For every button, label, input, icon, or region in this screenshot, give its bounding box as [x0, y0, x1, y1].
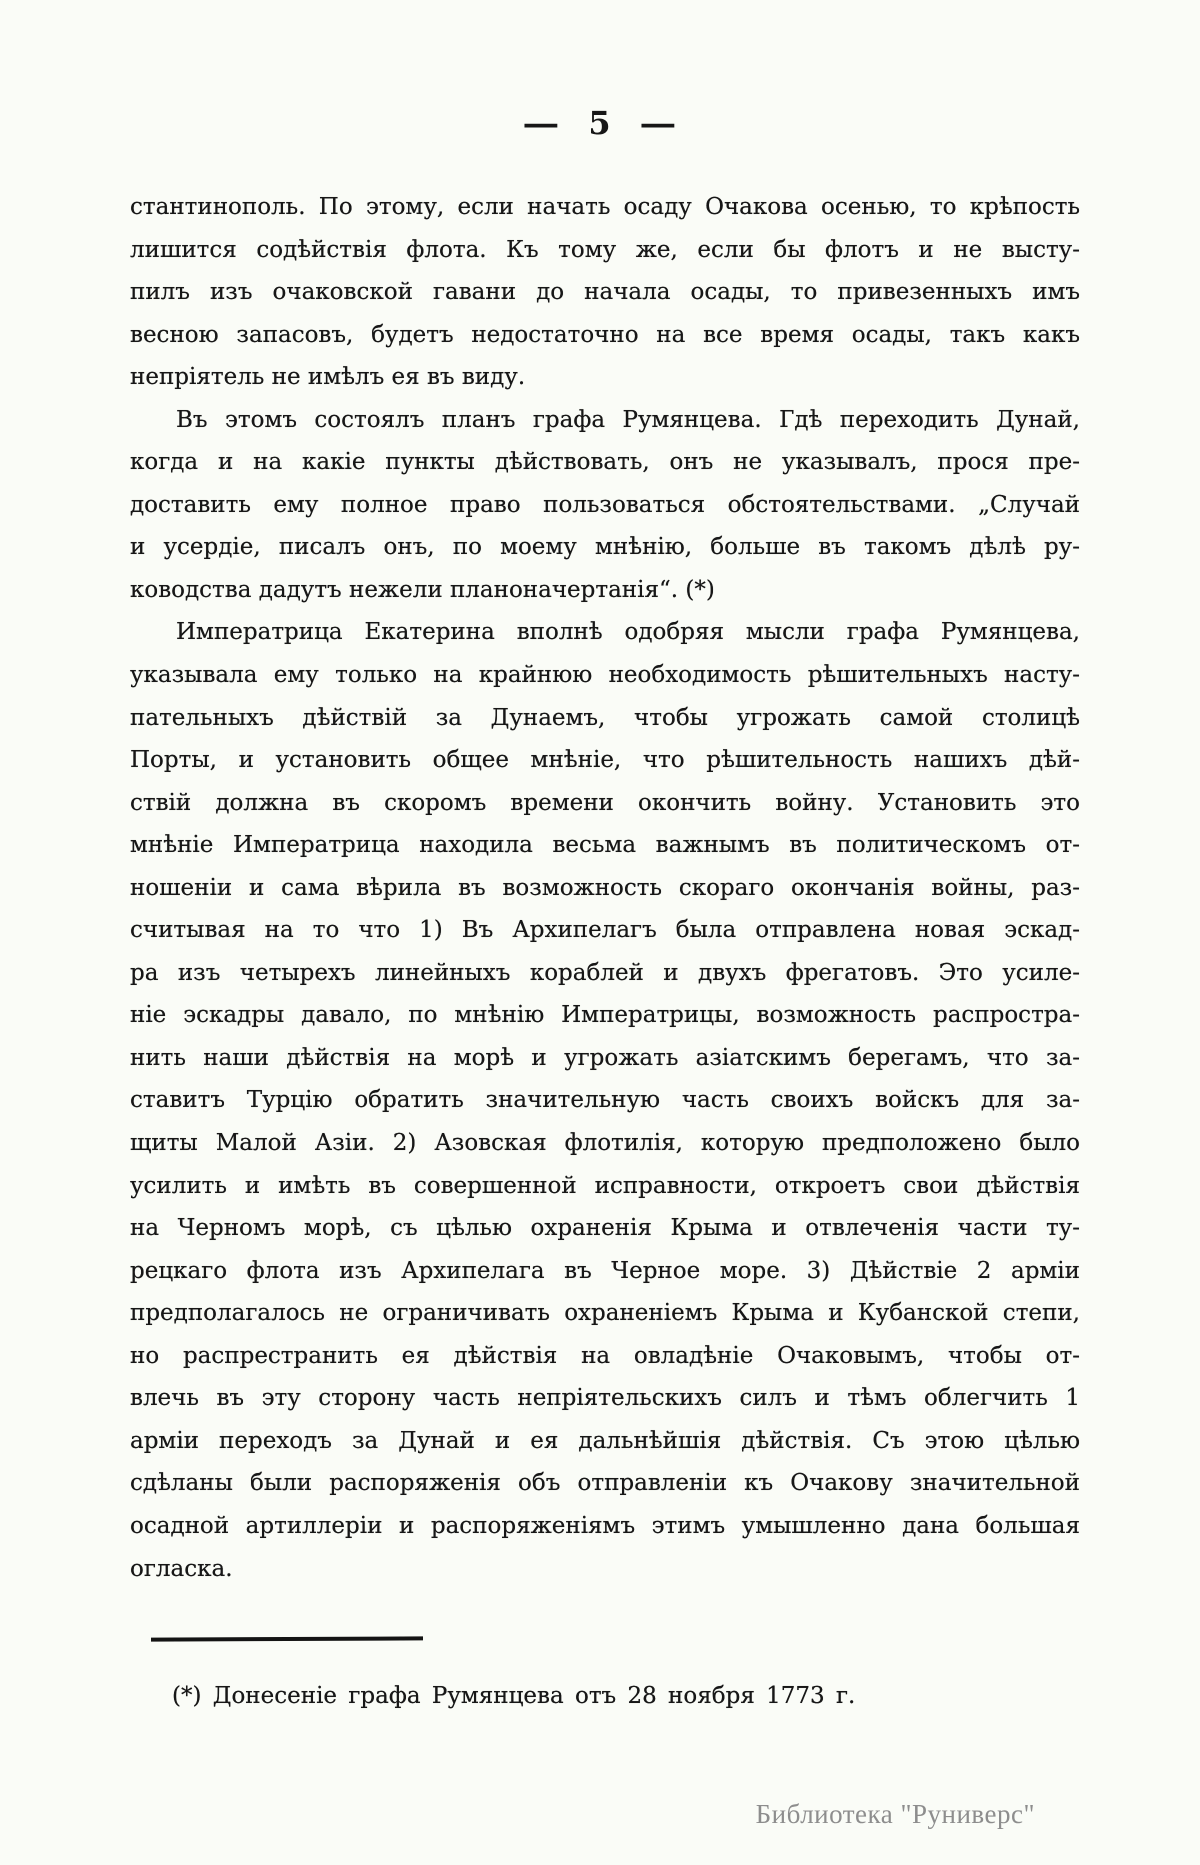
header-right-dash: — [639, 104, 678, 142]
text-line: весною запасовъ, будетъ недостаточно на все время осады, такъ какъ [130, 321, 1080, 348]
text-line: стантинополь. По этому, если начать осаду Очакова осенью, то крѣпость [130, 194, 1080, 220]
text-line: предполагалось не ограничивать охраненіемъ Крыма и Кубанской степи, [130, 1300, 1080, 1327]
text-line: ношеніи и сама вѣрила въ возможность скораго окончанія войны, раз- [130, 874, 1080, 901]
footnote-separator [151, 1636, 423, 1641]
text-line: считывая на то что 1) Въ Архипелагъ была отправлена новая эскад- [130, 917, 1080, 944]
text-line: и усердіе, писалъ онъ, по моему мнѣнію, больше въ такомъ дѣлѣ ру- [130, 534, 1080, 561]
text-line: ствій должна въ скоромъ времени окончить войну. Установить это [130, 789, 1080, 816]
text-line: непріятель не имѣлъ ея въ виду. [130, 364, 526, 391]
text-line: пательныхъ дѣйствій за Дунаемъ, чтобы угрожать самой столицѣ [130, 704, 1080, 731]
watermark-text: Библиотека "Руниверс" [755, 1799, 1035, 1829]
text-line: рецкаго флота изъ Архипелага въ Черное море. 3) Дѣйствіе 2 арміи [130, 1257, 1080, 1284]
header-left-dash: — [522, 104, 561, 142]
text-line: мнѣніе Императрица находила весьма важнымъ въ политическомъ от- [130, 832, 1080, 859]
text-line: влечь въ эту сторону часть непріятельскихъ силъ и тѣмъ облегчить 1 [130, 1385, 1080, 1412]
footnote-text: (*) Донесеніе графа Румянцева отъ 28 ноября 1773 г. [172, 1683, 856, 1709]
text-line: арміи переходъ за Дунай и ея дальнѣйшія дѣйствія. Съ этою цѣлью [130, 1427, 1080, 1454]
text-line: усилить и имѣть въ совершенной исправности, откроетъ свои дѣйствія [130, 1172, 1080, 1199]
text-line: Императрица Екатерина вполнѣ одобряя мысли графа Румянцева, [176, 619, 1080, 646]
page-number-header [0, 104, 1200, 142]
text-line: на Черномъ морѣ, съ цѣлью охраненія Крыма и отвлеченія части ту- [130, 1215, 1080, 1242]
text-line: ра изъ четырехъ линейныхъ кораблей и двухъ фрегатовъ. Это усиле- [130, 959, 1080, 986]
text-line: ніе эскадры давало, по мнѣнію Императрицы, возможность распростра- [130, 1002, 1080, 1029]
text-line: Въ этомъ состоялъ планъ графа Румянцева. Гдѣ переходить Дунай, [176, 406, 1080, 433]
text-line: лишится содѣйствія флота. Къ тому же, если бы флотъ и не высту- [130, 236, 1080, 263]
text-line: Порты, и установить общее мнѣніе, что рѣшительность нашихъ дѣй- [130, 747, 1080, 774]
text-line: но распрестранить ея дѣйствія на овладѣніе Очаковымъ, чтобы от- [130, 1342, 1080, 1369]
page-number: 5 [588, 104, 612, 142]
body-text [130, 186, 1080, 1590]
text-line: огласка. [130, 1555, 233, 1582]
text-line: ставитъ Турцію обратить значительную часть своихъ войскъ для за- [130, 1087, 1080, 1114]
text-line: щиты Малой Азіи. 2) Азовская флотилія, которую предположено было [130, 1130, 1080, 1157]
text-line: пилъ изъ очаковской гавани до начала осады, то привезенныхъ имъ [130, 279, 1080, 306]
text-line: доставить ему полное право пользоваться обстоятельствами. „Случай [130, 491, 1080, 518]
text-line: ководства дадутъ нежели планоначертанія“. (*) [130, 576, 715, 603]
text-line: осадной артиллеріи и распоряженіямъ этимъ умышленно дана большая [130, 1512, 1080, 1539]
text-line: нить наши дѣйствія на морѣ и угрожать азіатскимъ берегамъ, что за- [130, 1044, 1080, 1071]
text-line: сдѣланы были распоряженія объ отправленіи къ Очакову значительной [130, 1470, 1080, 1497]
text-line: когда и на какіе пункты дѣйствовать, онъ не указывалъ, прося пре- [130, 449, 1080, 476]
text-line: указывала ему только на крайнюю необходимость рѣшительныхъ насту- [130, 662, 1080, 689]
